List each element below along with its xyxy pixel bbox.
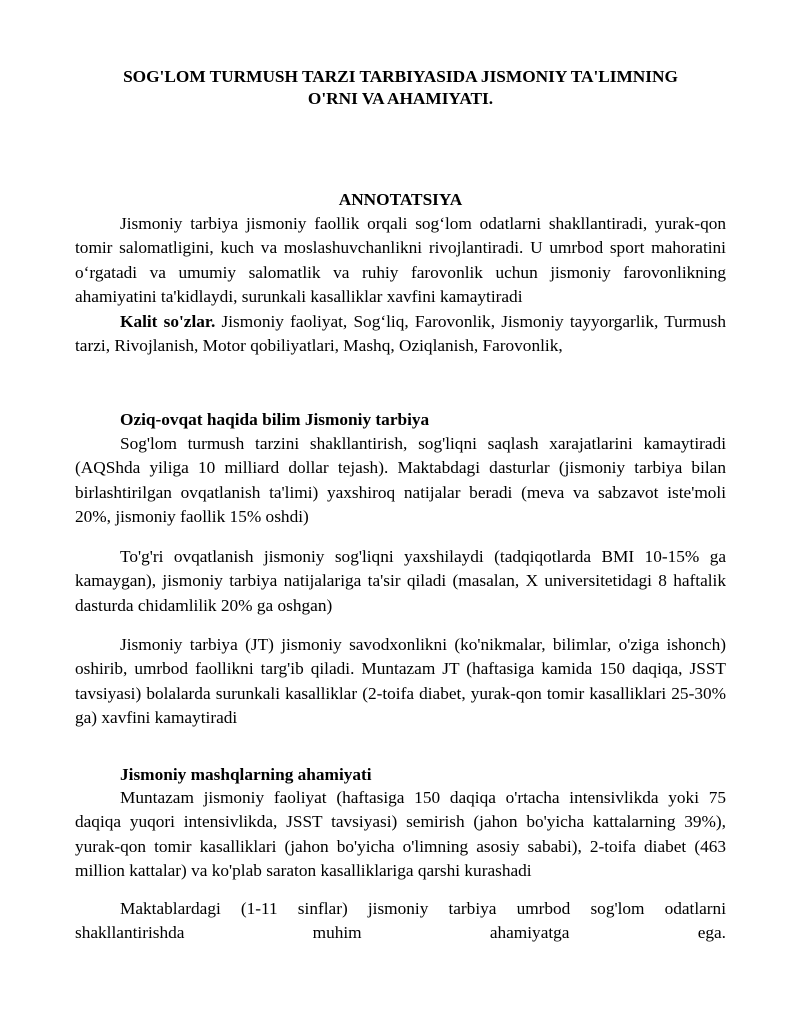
section2-paragraph-1: Muntazam jismoniy faoliyat (haftasiga 150 daqiqa o'rtacha intensivlikda yoki 75 daqiqa yuqori intensivlikda, JSST tavsiyasi) semirish (jahon bo'yicha kattalarning 39%), yurak-qon tomir kasalliklari (jahon bo'yicha o'limning asosiy sababi), 2-toifa diabet (463 million kattalar) va ko'plab saraton kasalliklariga qarshi kurashadi [75,788,726,881]
section1-paragraph-3: Jismoniy tarbiya (JT) jismoniy savodxonlikni (ko'nikmalar, bilimlar, o'ziga ishonch) oshirib, umrbod faollikni targ'ib qiladi. Muntazam JT (haftasiga kamida 150 daqiqa, JSST tavsiyasi) bolalarda surunkali kasalliklar (2-toifa diabet, yurak-qon tomir kasalliklari 25-30% ga) xavfini kamaytiradi [75,635,726,728]
section1-paragraph-1: Sog'lom turmush tarzini shakllantirish, sog'liqni saqlash xarajatlarini kamaytiradi (AQShda yiliga 10 milliard dollar tejash). Maktabdagi dasturlar (jismoniy tarbiya bilan birlashtirilgan ovqatlanish ta'limi) yaxshiroq natijalar beradi (meva va sabzavot iste'moli 20%, jismoniy faollik 15% oshdi) [75,434,726,527]
annotation-paragraph: Jismoniy tarbiya jismoniy faollik orqali sog‘lom odatlarni shakllantiradi, yurak-qon tomir salomatligini, kuch va moslashuvchanlikni rivojlantiradi. U umrbod sport mahoratini o‘rgatadi va umumiy salomatlik va ruhiy farovonlik uchun jismoniy farovonlikning ahamiyatini ta'kidlaydi, surunkali kasalliklar xavfini kamaytiradi [75,214,726,307]
document-title [75,66,726,110]
keywords-text: Jismoniy faoliyat, Sog‘liq, Farovonlik, Jismoniy tayyorgarlik, Turmush tarzi, Rivojlanish, Motor qobiliyatlari, Mashq, Oziqlanish, Farovonlik, [75,312,726,356]
section2-paragraph-2: Maktablardagi (1-11 sinflar) jismoniy tarbiya umrbod sog'lom odatlarni shakllantirishda muhim ahamiyatga ega. [75,899,726,943]
annotation-heading: ANNOTATSIYA [338,190,463,209]
keywords-label: Kalit so'zlar. [120,312,216,331]
section-heading-nutrition: Oziq-ovqat haqida bilim Jismoniy tarbiya [120,410,430,429]
section1-paragraph-2: To'g'ri ovqatlanish jismoniy sog'liqni yaxshilaydi (tadqiqotlarda BMI 10-15% ga kamaygan), jismoniy tarbiya natijalariga ta'sir qiladi (masalan, X universitetidagi 8 haftalik dasturda chidamlilik 20% ga oshgan) [75,547,726,615]
section-heading-exercise: Jismoniy mashqlarning ahamiyati [120,765,372,784]
title-line-1: SOG'LOM TURMUSH TARZI TARBIYASIDA JISMONIY TA'LIMNING [123,67,678,86]
keywords-paragraph [75,310,726,359]
title-line-2: O'RNI VA AHAMIYATI. [307,89,494,108]
